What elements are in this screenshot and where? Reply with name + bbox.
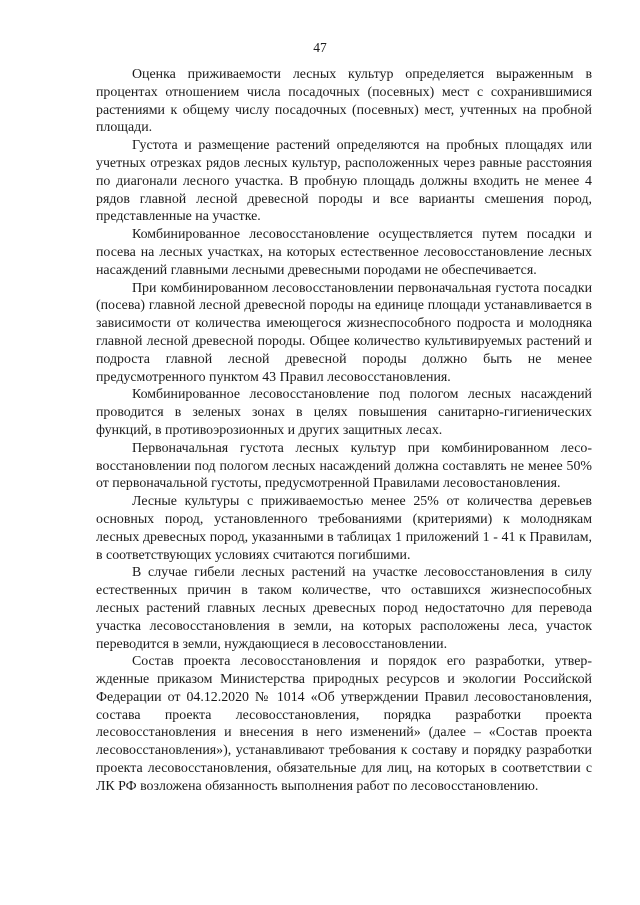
paragraph-density-placement: Густота и размещение растений определяются на пробных площадях или учетных отрезках рядов лесных культур, расположенных через равные расстояния по диагонали лесного участка. В пробную площадь должны входить не менее 4 рядов главной лесной древесной породы и все варианты смешения пород, представленные на участке.: [96, 138, 592, 225]
paragraph-under-canopy: Комбинированное лесовосстановление под пологом лесных насаждений проводится в зеленых зонах в целях повышения санитарно-гигиенических функций, в противоэрозионных и других защитных лесах.: [96, 387, 592, 438]
paragraph-survival-assessment: Оценка приживаемости лесных культур определяется выраженным в процентах отношением числа посадочных (посевных) мест с сохранившимися растениями к общему числу посадочных (посевных) мест, учтенных на пробной площади.: [96, 67, 592, 136]
page-number: 47: [313, 40, 327, 55]
paragraph-dead-cultures: Лесные культуры с приживаемостью менее 25% от количества деревьев основных пород, установленного требованиями (критериями) к молоднякам лесных древесных пород, указанными в таблицах 1 приложений 1 - 41 к Правилам, в соответствующих условиях считаются погибшими.: [96, 494, 592, 563]
document-body: [96, 66, 592, 796]
paragraph-project-composition: Состав проекта лесовосстановления и порядок его разработки, утвержденные приказом Министерства природных ресурсов и экологии Российской Федерации от 04.12.2020 № 1014 «Об утверждении Правил лесовостановления, состава проекта лесовосстановления, порядка разработки проекта лесовосстановления и внесения в него изменений» (далее – «Состав проекта лесовосстановления»), устанавливают требования к составу и порядку разработки проекта лесовосстановления, обязательные для лиц, на которых в соответствии с ЛК РФ возложена обязанность выполнения работ по лесовосстановлению.: [96, 654, 592, 794]
paragraph-combined-reforestation: Комбинированное лесовосстановление осуществляется путем посадки и посева на лесных участках, на которых естественное лесовосстановление лесных насаждений главными лесными древесными породами не обеспечивается.: [96, 227, 592, 278]
paragraph-initial-density: При комбинированном лесовосстановлении первоначальная густота посадки (посева) главной лесной древесной породы на единице площади устанавливается в зависимости от количества имеющегося жизнеспособного подроста и молодняка главной лесной древесной породы. Общее количество культивируемых растений и подроста главной лесной древесной породы должно быть не менее предусмотренного пунктом 43 Правил лесовосстановления.: [96, 280, 592, 385]
paragraph-canopy-density: Первоначальная густота лесных культур при комбинированном лесовосстановлении под пологом лесных насаждений должна составлять не менее 50% от первоначальной густоты, предусмотренной Правилами лесовостановления.: [96, 440, 592, 492]
paragraph-plant-death: В случае гибели лесных растений на участке лесовосстановления в силу естественных причин в таком количестве, что оставшихся жизнеспособных лесных растений главных лесных древесных пород недостаточно для перевода участка лесовосстановления в земли, на которых расположены леса, участок переводится в земли, нуждающиеся в лесовосстановлении.: [96, 565, 592, 652]
